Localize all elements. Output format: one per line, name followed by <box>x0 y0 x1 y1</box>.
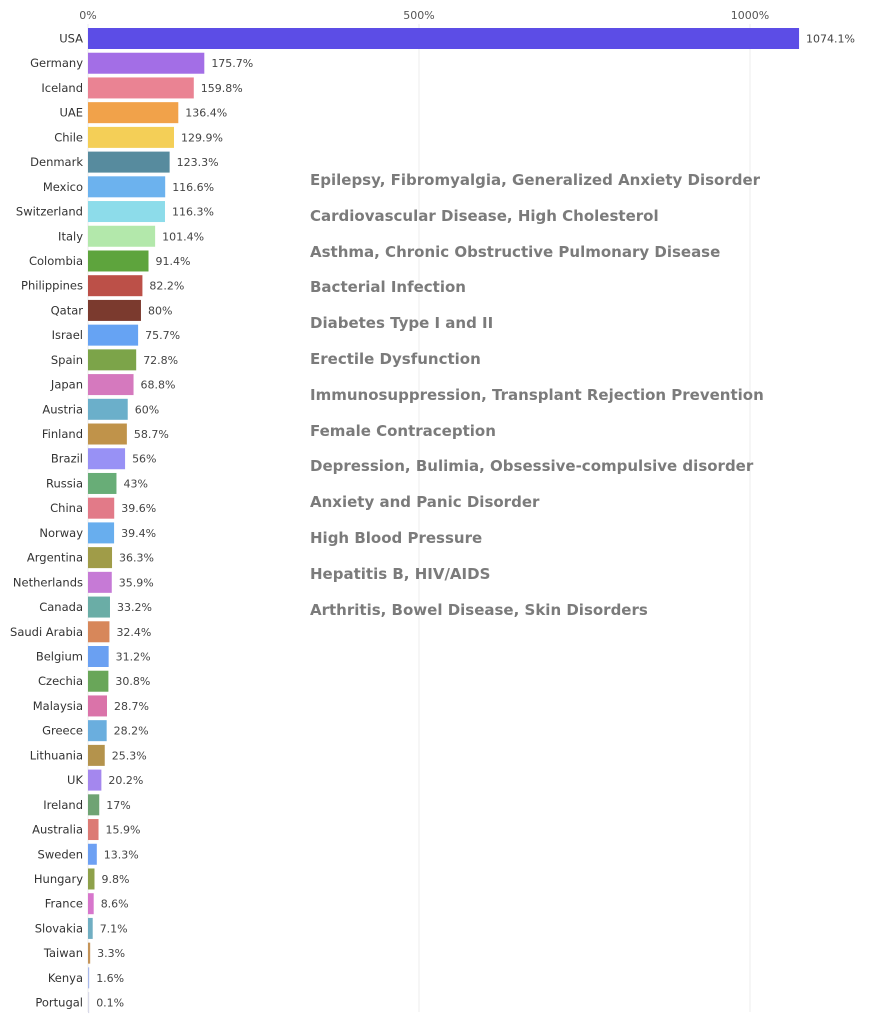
bar <box>88 720 107 741</box>
value-label: 56% <box>132 452 157 466</box>
value-label: 136.4% <box>185 106 228 120</box>
value-label: 123.3% <box>176 156 219 170</box>
value-label: 28.2% <box>113 724 149 738</box>
legend-item: Cardiovascular Disease, High Cholesterol <box>310 206 659 225</box>
bar <box>88 374 134 395</box>
legend-item: Anxiety and Panic Disorder <box>310 493 540 512</box>
category-label: Russia <box>46 476 83 491</box>
bar <box>88 102 178 123</box>
value-label: 31.2% <box>115 650 151 664</box>
bar <box>88 300 141 321</box>
category-label: Saudi Arabia <box>10 624 83 639</box>
value-label: 129.9% <box>180 131 223 145</box>
legend-item: Depression, Bulimia, Obsessive-compulsive disorder <box>310 457 754 476</box>
value-label: 82.2% <box>149 279 185 293</box>
category-label: Australia <box>32 822 83 837</box>
bar <box>88 226 155 247</box>
value-label: 3.3% <box>97 947 126 961</box>
value-label: 25.3% <box>111 749 147 763</box>
bar <box>88 646 109 667</box>
bar <box>88 152 170 173</box>
category-label: Ireland <box>43 797 83 812</box>
value-label: 43% <box>123 477 148 491</box>
bar <box>88 127 174 148</box>
bar <box>88 28 799 49</box>
value-label: 39.6% <box>121 502 157 516</box>
bar <box>88 77 194 98</box>
bar <box>88 325 138 346</box>
legend-item: High Blood Pressure <box>310 528 483 547</box>
category-label: Spain <box>50 352 83 367</box>
category-label: UAE <box>59 105 83 120</box>
value-label: 175.7% <box>211 57 254 71</box>
category-label: Hungary <box>33 871 83 886</box>
category-label: Canada <box>39 600 83 615</box>
bar <box>88 868 94 889</box>
bar <box>88 250 149 271</box>
bar <box>88 967 89 988</box>
bar <box>88 53 204 74</box>
category-label: UK <box>67 773 83 788</box>
value-label: 39.4% <box>121 526 157 540</box>
category-label: Czechia <box>38 674 83 689</box>
category-label: Israel <box>51 328 83 343</box>
category-label: France <box>44 896 83 911</box>
x-tick-label: 0% <box>79 9 97 22</box>
value-label: 80% <box>147 304 173 318</box>
value-label: 33.2% <box>116 601 152 615</box>
value-label: 75.7% <box>145 329 181 343</box>
category-label: Philippines <box>21 278 83 293</box>
bar <box>88 844 97 865</box>
category-label: Finland <box>41 427 83 442</box>
legend-item: Hepatitis B, HIV/AIDS <box>310 564 491 583</box>
bar <box>88 201 165 222</box>
legend-item: Female Contraception <box>310 421 496 440</box>
x-tick-label: 1000% <box>730 9 770 22</box>
category-label: USA <box>59 31 83 46</box>
category-label: Taiwan <box>43 946 83 961</box>
category-label: Brazil <box>50 451 83 466</box>
category-label: Greece <box>42 723 83 738</box>
bar <box>88 448 125 469</box>
value-label: 15.9% <box>105 823 141 837</box>
category-label: Denmark <box>30 155 83 170</box>
bar <box>88 473 116 494</box>
category-label: Belgium <box>35 649 83 664</box>
value-label: 101.4% <box>162 230 205 244</box>
legend-item: Erectile Dysfunction <box>310 349 481 368</box>
legend-item: Immunosuppression, Transplant Rejection Prevention <box>310 385 764 404</box>
category-label: Qatar <box>50 303 83 318</box>
bar <box>88 572 112 593</box>
bar <box>88 794 99 815</box>
bar <box>88 695 107 716</box>
value-label: 116.3% <box>171 205 214 219</box>
category-label: Germany <box>30 56 83 71</box>
category-label: Norway <box>39 525 83 540</box>
category-label: Lithuania <box>29 748 83 763</box>
bar <box>88 547 112 568</box>
bar <box>88 819 99 840</box>
legend-item: Arthritis, Bowel Disease, Skin Disorders <box>310 600 648 619</box>
x-tick-label: 500% <box>403 9 435 22</box>
legend-item: Diabetes Type I and II <box>310 314 494 333</box>
value-label: 91.4% <box>155 254 191 268</box>
category-label: Chile <box>54 130 83 145</box>
value-label: 0.1% <box>96 996 125 1010</box>
category-label: Austria <box>42 402 83 417</box>
bar <box>88 424 127 445</box>
category-label: Argentina <box>26 550 83 565</box>
bar <box>88 275 142 296</box>
value-label: 32.4% <box>116 625 152 639</box>
value-label: 35.9% <box>118 576 154 590</box>
legend-item: Bacterial Infection <box>310 278 466 297</box>
category-label: Slovakia <box>34 921 83 936</box>
value-label: 28.7% <box>113 699 149 713</box>
value-label: 13.3% <box>103 848 139 862</box>
bar <box>88 943 90 964</box>
bar <box>88 671 108 692</box>
bar <box>88 992 89 1013</box>
value-label: 1.6% <box>96 971 125 985</box>
bar <box>88 893 94 914</box>
bar <box>88 399 128 420</box>
category-label: Japan <box>50 377 83 392</box>
value-label: 1074.1% <box>806 32 856 46</box>
bar <box>88 621 109 642</box>
value-label: 60% <box>134 403 160 417</box>
category-label: Portugal <box>35 995 83 1010</box>
value-label: 9.8% <box>101 872 130 886</box>
bar <box>88 176 165 197</box>
value-label: 72.8% <box>143 353 179 367</box>
bar <box>88 597 110 618</box>
category-label: Iceland <box>41 80 83 95</box>
bar <box>88 349 136 370</box>
bar <box>88 918 93 939</box>
value-label: 68.8% <box>140 378 176 392</box>
value-label: 58.7% <box>133 428 169 442</box>
category-label: Colombia <box>28 253 83 268</box>
legend-item: Asthma, Chronic Obstructive Pulmonary Disease <box>310 242 721 261</box>
bar <box>88 745 105 766</box>
category-label: Sweden <box>37 847 83 862</box>
category-label: Netherlands <box>12 575 83 590</box>
bar <box>88 522 114 543</box>
legend-item: Epilepsy, Fibromyalgia, Generalized Anxiety Disorder <box>310 171 761 189</box>
category-label: Mexico <box>42 179 83 194</box>
value-label: 8.6% <box>100 897 129 911</box>
bar <box>88 770 101 791</box>
category-label: Switzerland <box>15 204 83 219</box>
category-label: Malaysia <box>32 698 83 713</box>
value-label: 20.2% <box>108 774 144 788</box>
bar <box>88 498 114 519</box>
category-label: China <box>50 501 83 516</box>
value-label: 17% <box>106 798 131 812</box>
value-label: 116.6% <box>172 180 215 194</box>
value-label: 36.3% <box>119 551 154 565</box>
value-label: 30.8% <box>115 675 151 689</box>
value-label: 7.1% <box>99 922 128 936</box>
category-label: Kenya <box>47 970 83 985</box>
legend <box>310 170 764 635</box>
value-label: 159.8% <box>200 81 243 95</box>
category-label: Italy <box>58 229 83 244</box>
